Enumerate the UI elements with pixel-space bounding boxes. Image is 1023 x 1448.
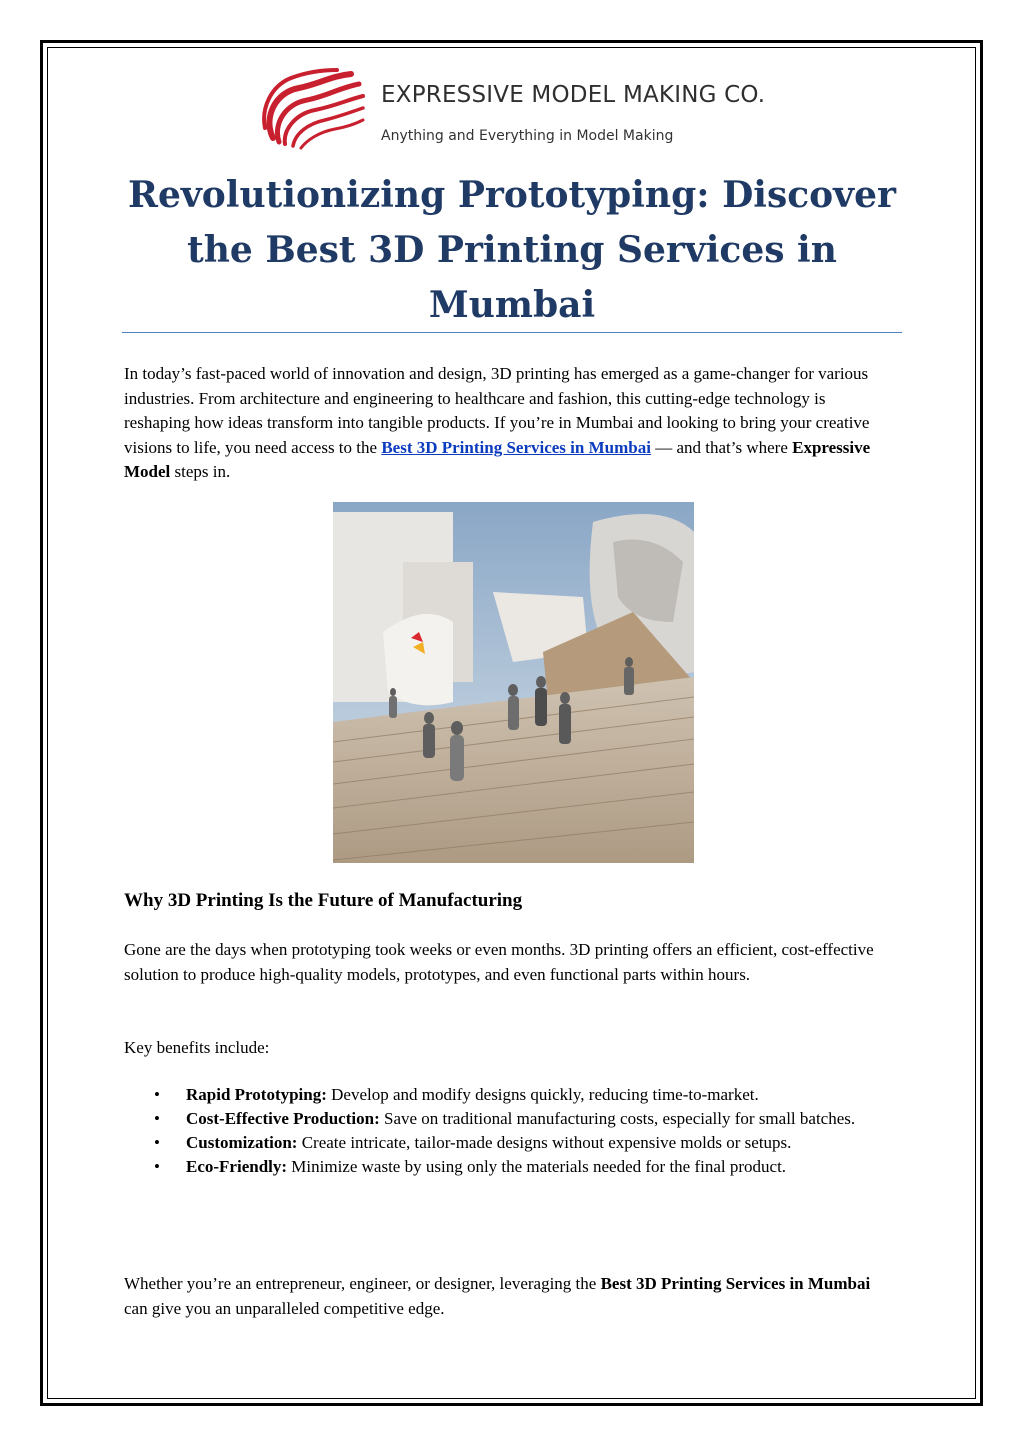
closing-bold-phrase: Best 3D Printing Services in Mumbai xyxy=(600,1274,871,1293)
bullet-icon: • xyxy=(154,1109,160,1128)
brand-logo xyxy=(255,68,766,158)
article-title: Revolutionizing Prototyping: Discover the Best 3D Printing Services in Mumbai xyxy=(128,174,896,326)
intro-paragraph: In today’s fast-paced world of innovation and design, 3D printing has emerged as a game-changer for various industries. From architecture and engineering to healthcare and fashion, this cutting-edge technology is reshaping how ideas transform into tangible products. If you’re in Mumbai and looking to bring your creative visions to life, you need access to the Best 3D Printing Services in Mumbai — and that’s where Expressive Model steps in. xyxy=(124,364,871,481)
brand-name: EXPRESSIVE MODEL MAKING CO. xyxy=(381,82,766,108)
bullet-icon: • xyxy=(154,1085,160,1104)
list-item: • Cost-Effective Production: Save on traditional manufacturing costs, especially for small batches. xyxy=(124,1107,894,1131)
benefits-intro: Key benefits include: xyxy=(124,1038,270,1057)
list-item: • Customization: Create intricate, tailor-made designs without expensive molds or setups. xyxy=(124,1131,894,1155)
bullet-icon: • xyxy=(154,1133,160,1152)
section-heading: Why 3D Printing Is the Future of Manufacturing xyxy=(124,890,523,911)
brand-mention: Expressive Model xyxy=(124,437,871,481)
wave-logo-icon xyxy=(255,68,367,150)
architectural-model-image xyxy=(333,502,694,863)
list-item: • Rapid Prototyping: Develop and modify designs quickly, reducing time-to-market. xyxy=(124,1083,894,1107)
list-item: • Eco-Friendly: Minimize waste by using only the materials needed for the final product. xyxy=(124,1155,894,1179)
brand-tagline: Anything and Everything in Model Making xyxy=(381,128,674,144)
benefits-list xyxy=(124,1083,894,1179)
bullet-icon: • xyxy=(154,1157,160,1176)
section-paragraph: Gone are the days when prototyping took weeks or even months. 3D printing offers an efficient, cost-effective solution to produce high-quality models, prototypes, and even functional parts within hours. xyxy=(124,940,874,984)
closing-paragraph: Whether you’re an entrepreneur, engineer, or designer, leveraging the Best 3D Printing Services in Mumbai can give you an unparalleled competitive edge. xyxy=(124,1274,871,1318)
best-3d-printing-link[interactable]: Best 3D Printing Services in Mumbai xyxy=(381,437,651,457)
title-divider xyxy=(122,332,902,333)
